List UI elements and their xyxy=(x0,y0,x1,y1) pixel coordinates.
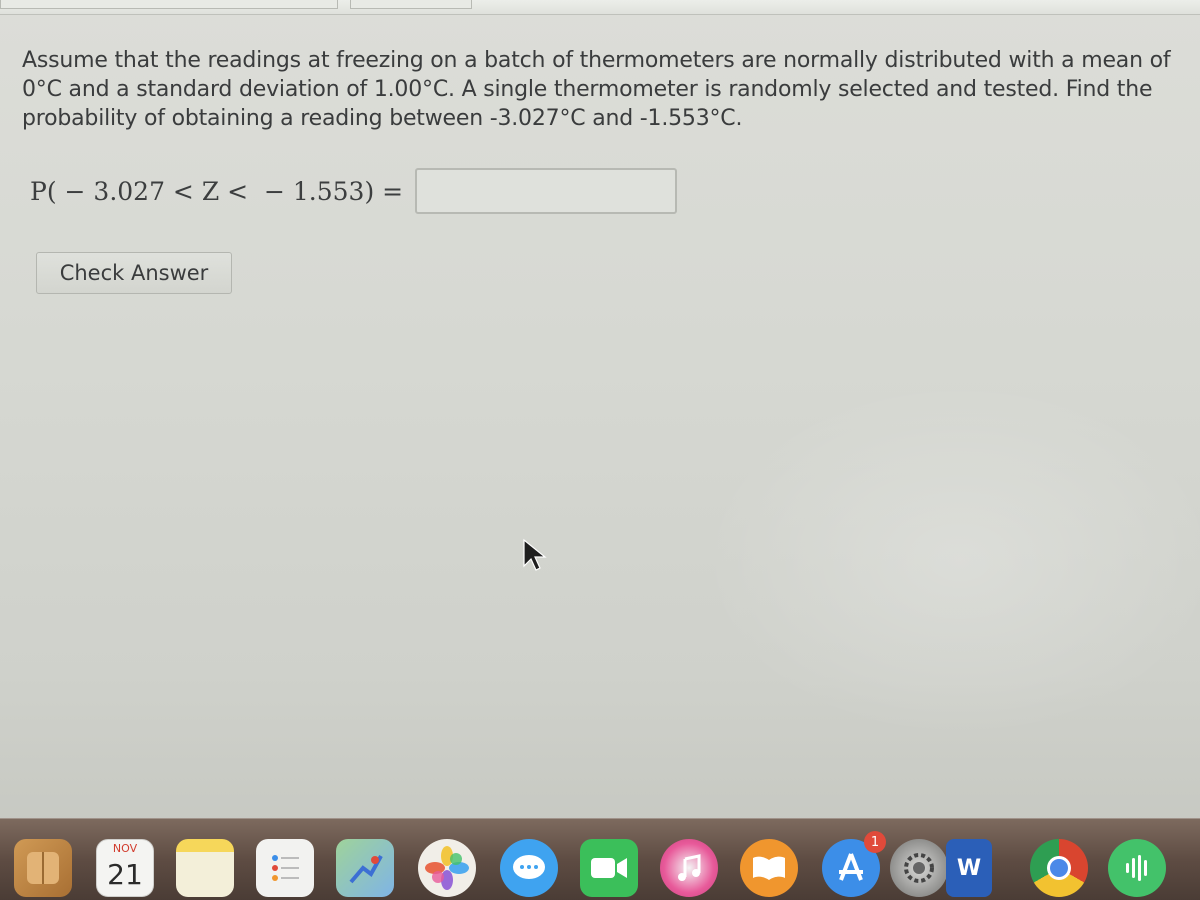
check-answer-button[interactable]: Check Answer xyxy=(36,252,232,294)
gear-icon xyxy=(899,848,939,888)
question-text: Assume that the readings at freezing on a batch of thermometers are normally distributed with a mean of 0°C and a standard deviation of 1.00°C. A single thermometer is randomly selected and tested. Find the probability of obtaining a reading between -3.027°C and -1.553°C. xyxy=(22,48,1171,131)
maps-icon[interactable] xyxy=(336,839,394,897)
photos-flower-icon xyxy=(423,844,471,892)
chrome-center-icon xyxy=(1044,853,1074,883)
top-tab-left[interactable] xyxy=(0,0,338,9)
music-note-icon xyxy=(674,853,704,883)
app-store-badge: 1 xyxy=(864,831,886,853)
calendar-month: NOV xyxy=(112,842,138,855)
reminders-dots-icon xyxy=(267,850,303,886)
top-browser-strip xyxy=(0,0,1200,15)
probability-expression: P( − 3.027 < Z < − 1.553) = xyxy=(30,176,404,206)
dock xyxy=(0,818,1200,900)
finder-icon[interactable] xyxy=(14,839,72,897)
app-store-icon[interactable] xyxy=(822,834,880,897)
maps-route-icon xyxy=(345,848,385,888)
facetime-icon[interactable] xyxy=(580,839,638,897)
system-preferences-icon[interactable] xyxy=(890,839,948,897)
messages-bubble-icon xyxy=(509,851,549,885)
siri-icon[interactable] xyxy=(1108,839,1166,897)
photos-icon[interactable] xyxy=(418,839,476,897)
open-book-icon xyxy=(751,854,787,882)
equation-row xyxy=(30,166,677,216)
calendar-icon[interactable] xyxy=(96,839,154,897)
top-tab-middle[interactable] xyxy=(350,0,472,9)
app-store-a-icon xyxy=(833,850,869,886)
chrome-icon[interactable] xyxy=(1030,839,1088,897)
notes-icon[interactable] xyxy=(176,839,234,897)
calendar-day: 21 xyxy=(107,858,143,891)
sound-waves-icon xyxy=(1120,851,1154,885)
finder-face-icon xyxy=(23,848,63,888)
word-letter: W xyxy=(956,855,982,881)
messages-icon[interactable] xyxy=(500,839,558,897)
reminders-icon[interactable] xyxy=(256,839,314,897)
answer-input[interactable] xyxy=(415,168,677,214)
mouse-cursor-icon xyxy=(520,538,550,572)
itunes-icon[interactable] xyxy=(660,839,718,897)
facetime-camera-icon xyxy=(589,854,629,882)
books-icon[interactable] xyxy=(740,839,798,897)
screen-glare xyxy=(700,380,1200,740)
word-icon[interactable] xyxy=(946,839,992,897)
